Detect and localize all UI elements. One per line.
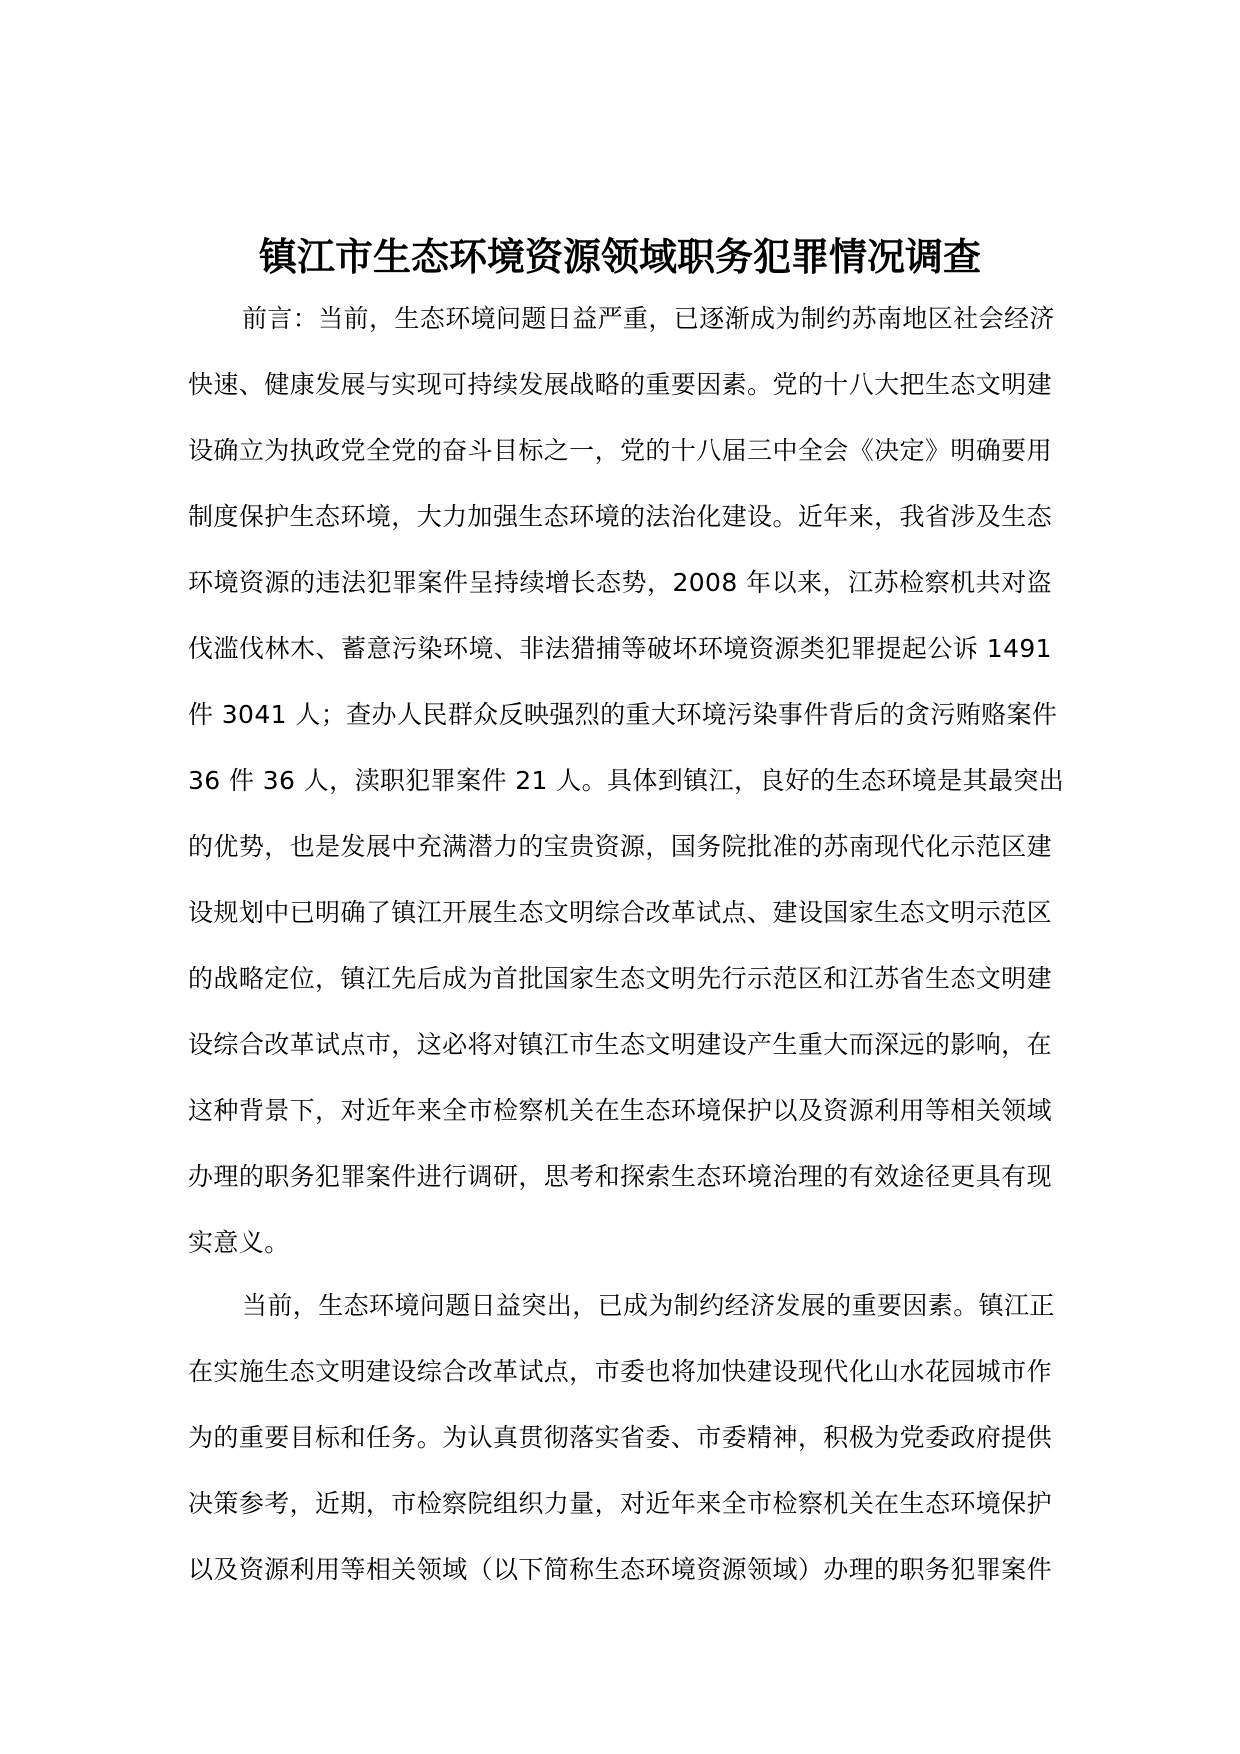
text-line: 在实施生态文明建设综合改革试点，市委也将加快建设现代化山水花园城市作: [188, 1357, 1052, 1386]
text-line: 为的重要目标和任务。为认真贯彻落实省委、市委精神，积极为党委政府提供: [188, 1423, 1052, 1452]
text-line: 决策参考，近期，市检察院组织力量，对近年来全市检察机关在生态环境保护: [188, 1489, 1052, 1518]
text-line: 环境资源的违法犯罪案件呈持续增长态势，2008 年以来，江苏检察机共对盗: [188, 568, 1052, 597]
text-line: 实意义。: [188, 1228, 290, 1257]
text-line: 这种背景下，对近年来全市检察机关在生态环境保护以及资源利用等相关领域: [188, 1096, 1052, 1125]
text-line: 的优势，也是发展中充满潜力的宝贵资源，国务院批准的苏南现代化示范区建: [188, 832, 1052, 861]
text-line: 办理的职务犯罪案件进行调研，思考和探索生态环境治理的有效途径更具有现: [188, 1162, 1052, 1191]
text-line: 快速、健康发展与实现可持续发展战略的重要因素。党的十八大把生态文明建: [188, 370, 1052, 399]
text-line: 以及资源利用等相关领域（以下简称生态环境资源领域）办理的职务犯罪案件: [188, 1555, 1052, 1584]
text-line: 设规划中已明确了镇江开展生态文明综合改革试点、建设国家生态文明示范区: [188, 898, 1052, 927]
text-line: 前言：当前，生态环境问题日益严重，已逐渐成为制约苏南地区社会经济: [242, 304, 1055, 333]
preface-paragraph: [188, 286, 1065, 1276]
text-line: 设确立为执政党全党的奋斗目标之一，党的十八届三中全会《决定》明确要用: [188, 436, 1052, 465]
text-line: 36 件 36 人，渎职犯罪案件 21 人。具体到镇江，良好的生态环境是其最突出: [188, 766, 1065, 795]
text-line: 伐滥伐林木、蓄意污染环境、非法猎捕等破坏环境资源类犯罪提起公诉 1491: [188, 634, 1052, 663]
body-paragraph: [188, 1273, 1055, 1603]
text-line: 制度保护生态环境，大力加强生态环境的法治化建设。近年来，我省涉及生态: [188, 502, 1052, 531]
text-line: 的战略定位，镇江先后成为首批国家生态文明先行示范区和江苏省生态文明建: [188, 964, 1052, 993]
text-line: 件 3041 人；查办人民群众反映强烈的重大环境污染事件背后的贪污贿赂案件: [188, 700, 1058, 729]
text-line: 当前，生态环境问题日益突出，已成为制约经济发展的重要因素。镇江正: [242, 1291, 1055, 1320]
text-line: 设综合改革试点市，这必将对镇江市生态文明建设产生重大而深远的影响，在: [188, 1030, 1052, 1059]
document-title: 镇江市生态环境资源领域职务犯罪情况调查: [258, 234, 981, 279]
